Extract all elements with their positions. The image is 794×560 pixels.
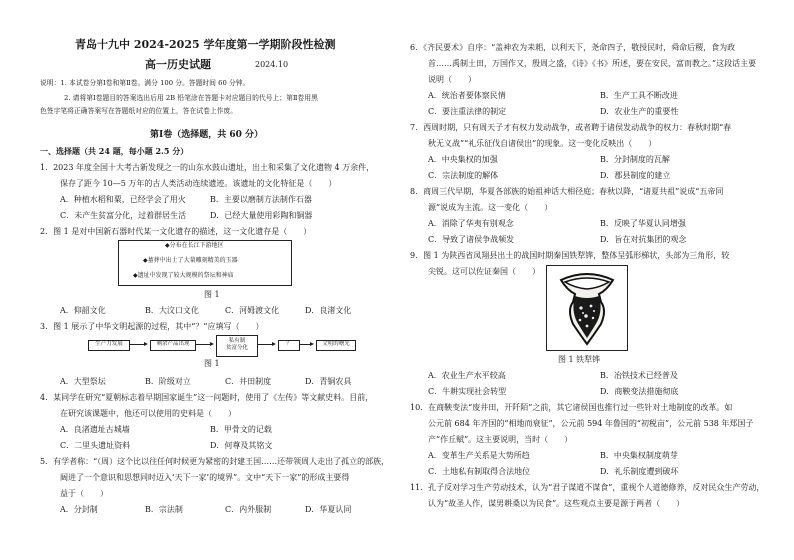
question-2-option-a: A．仰韶文化 xyxy=(60,306,106,315)
question-5-option-a: A．分封制 xyxy=(60,505,98,514)
plowshare-drawing xyxy=(547,266,627,350)
question-9-option-b: B．冶铁技术已经普及 xyxy=(600,371,678,380)
question-9-text: 尖锐。这可以佐证秦国（ ） xyxy=(428,267,540,276)
instructions-line: 说明：1. 本试卷分第Ⅰ卷和第Ⅱ卷。满分 100 分。答题时间 60 分钟。 xyxy=(40,79,250,87)
exam-date: 2024.10 xyxy=(255,60,289,69)
question-10-text: 公元前 684 年齐国的“相地而衰征”，公元前 594 年鲁国的“初税亩”，公元前 538 年郑国子 xyxy=(428,419,754,428)
exam-title: 青岛十九中 2024-2025 学年度第一学期阶段性检测 xyxy=(75,38,336,51)
question-4-text: 4．某同学在研究“夏朝标志着早期国家诞生”这一问题时，使用了《左传》等文献史料。目前， xyxy=(40,393,374,402)
question-2-option-b: B．大汶口文化 xyxy=(145,306,199,315)
question-6-option-c: C．要注重法律的制定 xyxy=(428,107,507,116)
question-10-option-a: A．变革生产关系是大势所趋 xyxy=(428,451,530,460)
question-4-option-c: C．二里头遗址资料 xyxy=(60,441,131,450)
flow-arrow xyxy=(196,344,212,345)
question-10-text: 10．在商鞅变法“废井田，开阡陌”之前，其它诸侯国也推行过一些针对土地制度的改革。如 xyxy=(410,403,733,412)
question-2-option-c: C．河姆渡文化 xyxy=(225,306,280,315)
question-3-option-a: A．大型祭坛 xyxy=(60,377,106,386)
flow-step: 剩余产品出现 xyxy=(150,340,196,351)
question-1-option-c: C．未产生贫富分化，过着群居生活 xyxy=(60,211,187,220)
question-2-option-d: D．良渚文化 xyxy=(305,306,352,315)
flow-step: 文明的曙光 xyxy=(316,340,356,351)
figure-1-caption: 图 1 xyxy=(204,359,220,368)
question-10-option-d: D．礼乐制度遭到破坏 xyxy=(600,467,679,476)
figure-1-item: ◆分布在长江下游地区 xyxy=(165,242,224,249)
question-7-text: 7．西周时期，只有周天子才有权力发动战争，或者聘于诸侯发动战争的权力：春秋时期“春 xyxy=(410,123,732,132)
question-9-option-c: C．牛耕实现社会转型 xyxy=(428,387,507,396)
question-7-option-d: D．郡县制度的建立 xyxy=(600,171,671,180)
question-4-text: 在研究该课题中，他还可以使用的史料是（ ） xyxy=(60,409,236,418)
question-11-text: 认为“故圣人作，谋男耕桑以为民食”。这些观点主要是源于两者（ ） xyxy=(428,499,685,508)
question-8-text: 源”说成为主流。这一变化（ ） xyxy=(428,203,553,212)
question-3-text: 3．图 1 展示了中华文明起源的过程，其中“？”应填写（ ） xyxy=(40,322,264,331)
question-5-text: 益于（ ） xyxy=(60,489,108,498)
figure-1-caption: 图 1 xyxy=(204,290,220,299)
question-3-option-c: C．井田制度 xyxy=(225,377,272,386)
question-3-option-d: D．青铜农具 xyxy=(305,377,352,386)
question-1-option-b: B．主要以磨制方法制作石器 xyxy=(210,195,312,204)
question-6-option-d: D．农业生产的重要性 xyxy=(600,107,679,116)
question-4-option-b: B．甲骨文的记载 xyxy=(210,425,272,434)
question-4-option-d: D．何尊及其铭文 xyxy=(210,441,273,450)
question-3-option-b: B．阶级对立 xyxy=(145,377,191,386)
question-6-text: 说明（ ） xyxy=(428,75,476,84)
question-8-option-c: C．导致了诸侯争战频发 xyxy=(428,235,515,244)
question-6-text: 首……禹制土田，万国作又，殷周之盛，《诗》《书》所述，要在安民，富而教之。”这段话主要 xyxy=(428,59,757,68)
question-7-option-b: B．分封制度的瓦解 xyxy=(600,155,670,164)
question-10-option-c: C．土地私有制取得合法地位 xyxy=(428,467,531,476)
figure-1-caption: 图 1 铁犁铧 xyxy=(558,355,601,364)
flow-step-double xyxy=(216,335,258,357)
flow-step-line: 贫富分化 xyxy=(225,345,248,351)
figure-1-description-box xyxy=(118,240,292,286)
question-10-option-b: B．中央集权制度萌芽 xyxy=(600,451,678,460)
part-title: 第Ⅰ卷（选择题，共 60 分） xyxy=(150,130,264,140)
flow-arrow xyxy=(258,344,274,345)
question-7-text: 秋无义战”“礼乐征伐自诸侯出”的现象。这一变化反映出（ ） xyxy=(428,139,657,148)
question-1-option-d: D．已经大量使用彩陶和铜器 xyxy=(210,211,313,220)
flow-step-line: 私有制 xyxy=(228,338,246,344)
exam-subtitle: 高一历史试题 xyxy=(145,58,211,71)
iron-plowshare-image xyxy=(546,265,628,351)
flow-arrow xyxy=(300,344,312,345)
figure-1-item: ◆墓葬中出土了大量雕刻精美的玉器 xyxy=(143,257,238,264)
flow-step: 生产力发展 xyxy=(88,340,130,351)
question-7-option-c: C．宗法制度的解体 xyxy=(428,171,499,180)
question-8-text: 8．商周三代早期，华夏各部族的始祖神话大相径庭；春秋以降，“诸夏共祖”说成“五帝同 xyxy=(410,187,724,196)
question-8-option-b: B．反映了华夏认同增强 xyxy=(600,219,686,228)
question-1-option-a: A．种植水稻和粟，已经学会了用火 xyxy=(60,195,186,204)
question-6-option-b: B．生产工具不断改进 xyxy=(600,91,678,100)
question-6-option-a: A．统治者要体察民情 xyxy=(428,91,506,100)
question-2-text: 2．图 1 是对中国新石器时代某一文化遗存的描述，这一文化遗存是（ ） xyxy=(40,227,312,236)
flow-arrow xyxy=(130,344,146,345)
question-10-text: 产“作丘赋”。这主要说明，当时（ ） xyxy=(428,435,573,444)
question-5-option-d: D．华夏认同 xyxy=(305,505,352,514)
question-5-option-b: B．宗法制 xyxy=(145,505,183,514)
question-5-text: 5．有学者称：“（周）这个比以往任何时候更为紧密的封建王国……还带领周人走出了孤立的部族， xyxy=(40,457,390,466)
question-8-option-d: D．旨在对抗集团的观念 xyxy=(600,235,687,244)
instructions-line: 2. 请将第Ⅰ卷题目的答案选出后用 2B 铅笔涂在答题卡对应题目的代号上；第Ⅱ卷用黑 xyxy=(64,94,318,102)
flow-step-unknown: ？ xyxy=(278,340,300,351)
question-9-text: 9．图 1 为陕西省凤翔县出土的战国时期秦国铁犁铧，整体呈弧形梯状，头部为三角形，较 xyxy=(410,251,730,260)
instructions-line: 色签字笔将正确答案写在答题纸对应的位置上，答在试卷上作废。 xyxy=(40,107,238,115)
question-9-option-d: D．商鞅变法措施彻底 xyxy=(600,387,679,396)
section-heading: 一、选择题（共 24 题，每小题 2.5 分） xyxy=(40,146,189,156)
question-5-option-c: C．内外服制 xyxy=(225,505,272,514)
question-11-text: 11．孔子反对学习生产劳动技术，认为“君子谋道不谋食”，重视个人道德修养，反对民众生产劳动， xyxy=(410,483,765,492)
question-6-text: 6．《齐民要术》自序：“盖神农为耒耜，以利天下，尧命四子，敬授民时，舜命后稷，食为政 xyxy=(410,43,736,52)
question-7-option-a: A．中央集权的加强 xyxy=(428,155,498,164)
question-1-text: 保存了距今 10—5 万年的古人类活动连续遗迹。该遗址的文化特征是（ ） xyxy=(60,179,337,188)
question-9-option-a: A．农业生产水平较高 xyxy=(428,371,506,380)
question-4-option-a: A．良渚遗址古城墙 xyxy=(60,425,130,434)
question-5-text: 阔进了一个意识和思想同时迈入‘天下一家’的境界”。文中“天下一家”的形成主要得 xyxy=(60,473,350,482)
question-8-option-a: A．消除了华夷有别观念 xyxy=(428,219,514,228)
question-1-text: 1．2023 年度全国十大考古新发现之一的山东水鼓山遗址，出土和采集了文化遗物 4 万余件， xyxy=(40,163,375,172)
figure-1-item: ◆遗址中发现了较大规模的祭坛和神庙 xyxy=(133,272,234,279)
